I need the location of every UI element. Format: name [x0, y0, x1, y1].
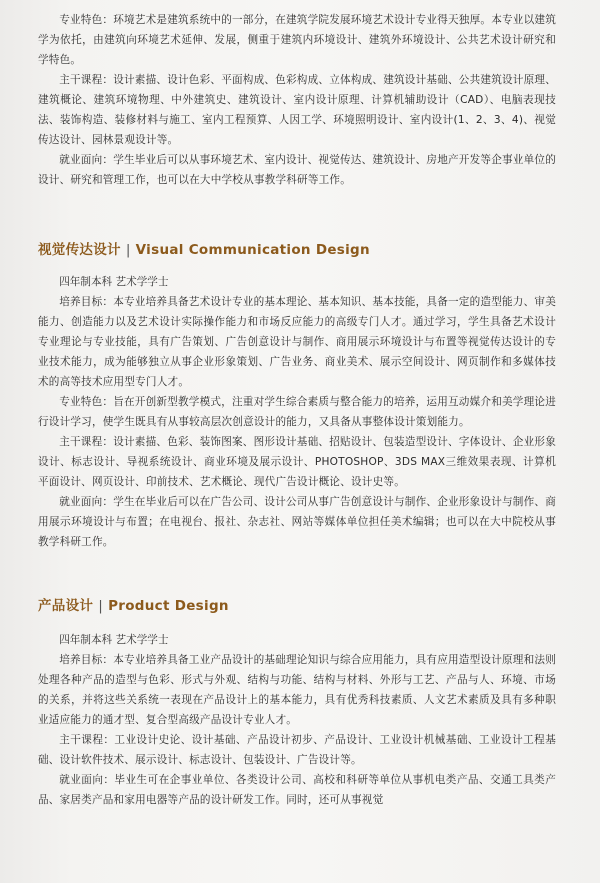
environmental-courses-paragraph: 主干课程：设计素描、设计色彩、平面构成、色彩构成、立体构成、建筑设计基础、公共建筑设计原理、建筑概论、建筑环境物理、中外建筑史、建筑设计、室内设计原理、计算机辅助设计（CAD）、电脑表现技法、装饰构造、装修材料与施工、室内工程预算、人因工学、环境照明设计、室内设计(1、2、3、4)、视觉传达设计、园林景观设计等。	[38, 74, 556, 146]
visual-feature-paragraph: 专业特色：旨在开创新型教学模式，注重对学生综合素质与整合能力的培养，运用互动媒介和美学理论进行设计学习，使学生既具有从事较高层次创意设计的能力，又具备从事整体设计策划能力。	[38, 396, 556, 428]
visual-communication-section	[38, 240, 556, 552]
environmental-art-section	[38, 10, 556, 190]
product-heading-cn: 产品设计	[38, 598, 94, 614]
visual-section-heading	[38, 240, 556, 260]
product-courses-paragraph: 主干课程：工业设计史论、设计基础、产品设计初步、产品设计、工业设计机械基础、工业设计工程基础、设计软件技术、展示设计、标志设计、包装设计、广告设计等。	[38, 734, 556, 766]
product-employment-paragraph: 就业面向：毕业生可在企事业单位、各类设计公司、高校和科研等单位从事机电类产品、交通工具类产品、家居类产品和家用电器等产品的设计研发工作。同时，还可从事视觉	[38, 774, 556, 806]
product-section-heading	[38, 596, 556, 616]
visual-heading-en: Visual Communication Design	[135, 242, 370, 258]
environmental-feature-paragraph: 专业特色：环境艺术是建筑系统中的一部分，在建筑学院发展环境艺术设计专业得天独厚。本专业以建筑学为依托，由建筑向环境艺术延伸、发展，侧重于建筑内环境设计、建筑外环境设计、公共艺术设计研究和学特色。	[38, 14, 556, 66]
visual-heading-separator: |	[125, 242, 131, 258]
visual-courses-paragraph: 主干课程：设计素描、色彩、装饰图案、图形设计基础、招贴设计、包装造型设计、字体设计、企业形象设计、标志设计、导视系统设计、商业环境及展示设计、PHOTOSHOP、3DS MAX三维效果表现、计算机平面设计、网页设计、印前技术、艺术概论、现代广告设计概论、设计史等。	[38, 436, 556, 488]
environmental-employment-paragraph: 就业面向：学生毕业后可以从事环境艺术、室内设计、视觉传达、建筑设计、房地产开发等企事业单位的设计、研究和管理工作，也可以在大中学校从事教学科研等工作。	[38, 154, 556, 186]
visual-employment-paragraph: 就业面向：学生在毕业后可以在广告公司、设计公司从事广告创意设计与制作、企业形象设计与制作、商用展示环境设计与布置；在电视台、报社、杂志社、网站等媒体单位担任美术编辑；也可以在大中院校从事教学科研工作。	[38, 496, 556, 548]
visual-degree-line: 四年制本科 艺术学学士	[59, 276, 169, 288]
product-heading-en: Product Design	[108, 598, 229, 614]
product-heading-separator: |	[98, 598, 104, 614]
product-degree-line: 四年制本科 艺术学学士	[59, 634, 169, 646]
visual-heading-cn: 视觉传达设计	[38, 242, 121, 258]
visual-goal-paragraph: 培养目标：本专业培养具备艺术设计专业的基本理论、基本知识、基本技能，具备一定的造型能力、审美能力、创造能力以及艺术设计实际操作能力和市场反应能力的高级专门人才。通过学习，学生具备艺术设计专业理论与专业技能，具有广告策划、广告创意设计与制作、商用展示环境设计与布置等视觉传达设计的专业技术能力，成为能够独立从事企业形象策划、广告业务、商业美术、展示空间设计、网页制作和多媒体技术的高等技术应用型专门人才。	[38, 296, 556, 388]
product-design-section	[38, 596, 556, 810]
product-goal-paragraph: 培养目标：本专业培养具备工业产品设计的基础理论知识与综合应用能力，具有应用造型设计原理和法则处理各种产品的造型与色彩、形式与外观、结构与功能、结构与材料、外形与工艺、产品与人、环境、市场的关系，并将这些关系统一表现在产品设计上的基本能力，具有优秀科技素质、人文艺术素质及具有多种职业适应能力的通才型、复合型高级产品设计专业人才。	[38, 654, 556, 726]
